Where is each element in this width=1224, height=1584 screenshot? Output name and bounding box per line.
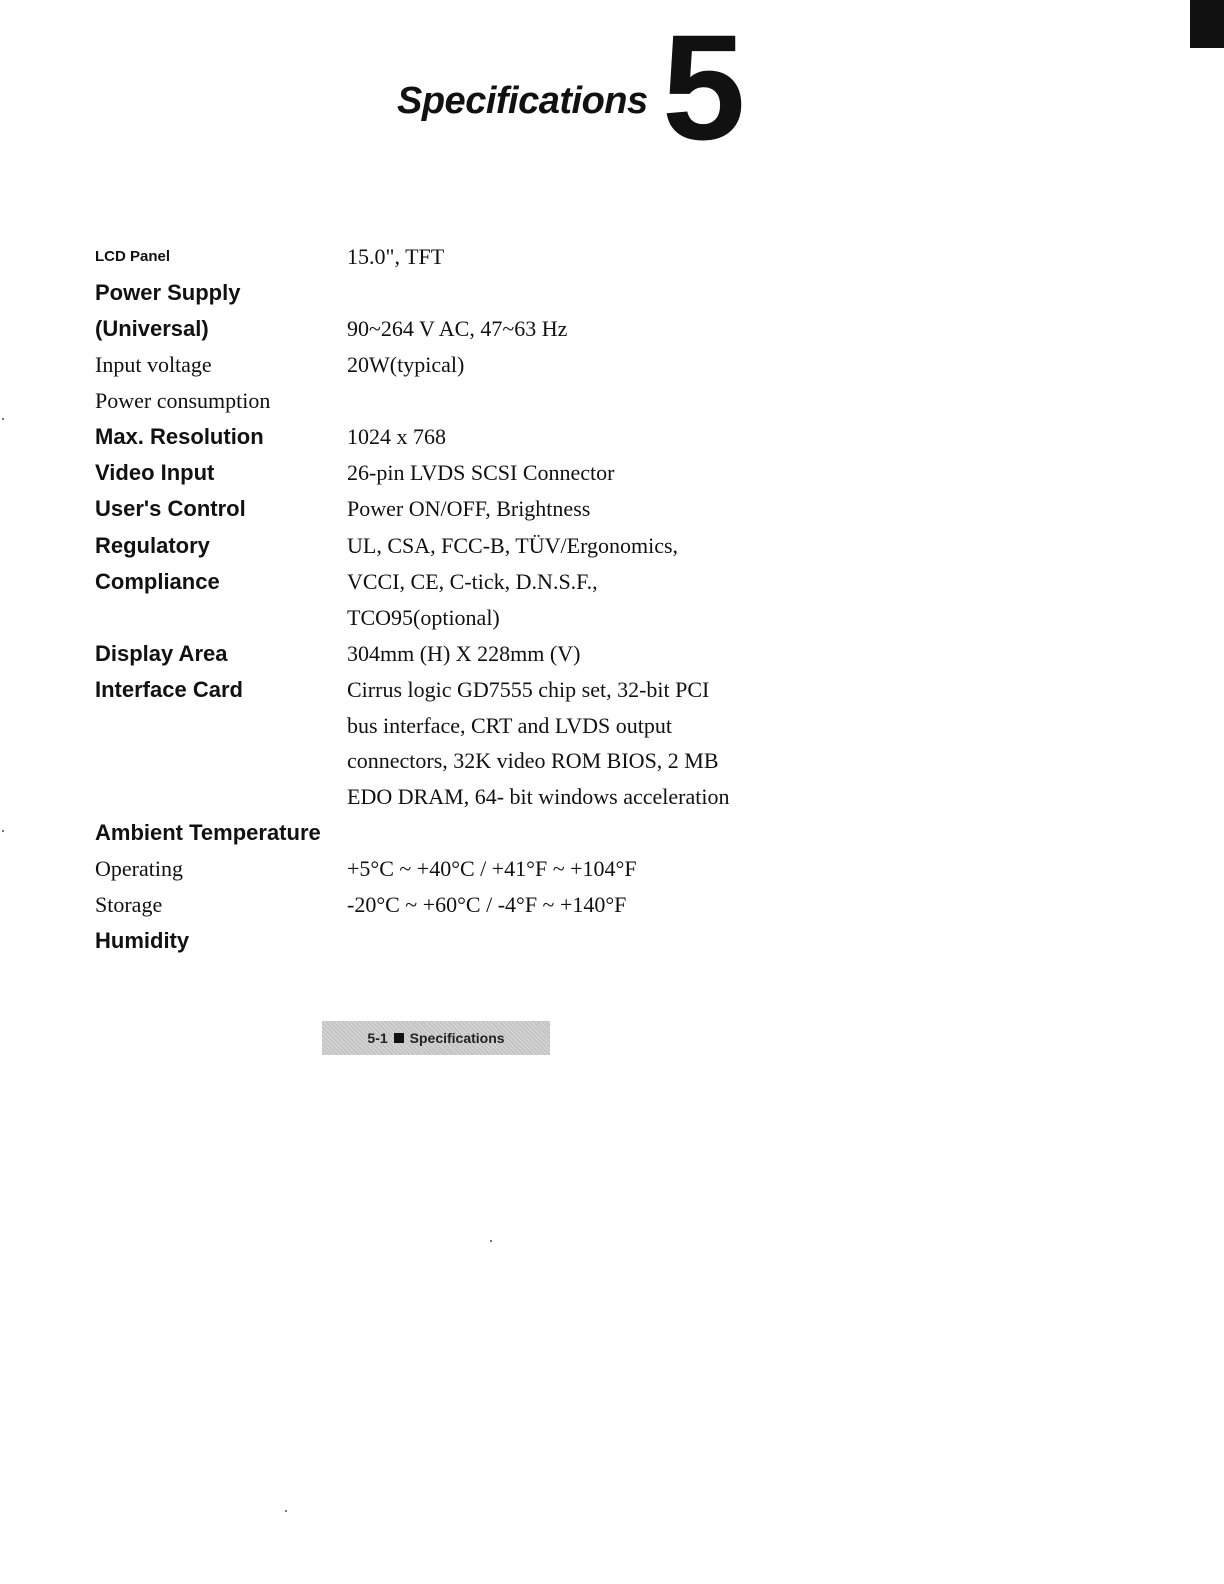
spec-value: 15.0", TFT	[347, 244, 445, 269]
spec-label: Humidity	[95, 928, 190, 953]
page-footer-tag	[322, 1021, 550, 1055]
spec-value: 20W(typical)	[347, 352, 465, 377]
spec-label: LCD Panel	[95, 248, 171, 265]
spec-row	[0, 672, 1224, 708]
spec-label: (Universal)	[95, 316, 209, 341]
spec-row	[0, 743, 1224, 779]
spec-value: 26-pin LVDS SCSI Connector	[347, 460, 615, 485]
chapter-edge-tab	[1190, 0, 1224, 48]
spec-row	[0, 491, 1224, 527]
spec-label: Storage	[95, 892, 163, 917]
spec-label: User's Control	[95, 496, 246, 521]
spec-row	[0, 347, 1224, 383]
page-number: 5-1	[367, 1030, 388, 1046]
scan-speck	[2, 418, 4, 420]
square-bullet-icon	[394, 1033, 404, 1043]
scan-speck	[2, 830, 4, 832]
spec-row	[0, 455, 1224, 491]
spec-value: Cirrus logic GD7555 chip set, 32-bit PCI	[347, 677, 710, 702]
spec-label: Input voltage	[95, 352, 212, 377]
footer-section-title: Specifications	[409, 1030, 505, 1046]
spec-row	[0, 528, 1224, 564]
spec-label: Ambient Temperature	[95, 820, 321, 845]
scan-speck	[285, 1510, 287, 1512]
spec-value: UL, CSA, FCC-B, TÜV/Ergonomics,	[347, 533, 679, 558]
spec-row	[0, 887, 1224, 923]
spec-value: bus interface, CRT and LVDS output	[347, 713, 672, 738]
spec-label: Interface Card	[95, 677, 243, 702]
spec-value: VCCI, CE, C-tick, D.N.S.F.,	[347, 569, 598, 594]
spec-label: Max. Resolution	[95, 424, 264, 449]
spec-label: Power Supply	[95, 280, 241, 305]
spec-row	[0, 275, 1224, 311]
spec-label: Regulatory	[95, 533, 210, 558]
spec-row	[0, 600, 1224, 636]
spec-label: Operating	[95, 856, 183, 881]
spec-row	[0, 923, 1224, 959]
spec-label: Video Input	[95, 460, 215, 485]
spec-value: 90~264 V AC, 47~63 Hz	[347, 316, 568, 341]
spec-value: 1024 x 768	[347, 424, 446, 449]
chapter-number: 5	[662, 3, 746, 171]
spec-value: EDO DRAM, 64- bit windows acceleration	[347, 784, 730, 809]
spec-row	[0, 779, 1224, 815]
spec-label: Display Area	[95, 641, 228, 666]
spec-row	[0, 815, 1224, 851]
spec-row	[0, 636, 1224, 672]
spec-row	[0, 311, 1224, 347]
spec-value: connectors, 32K video ROM BIOS, 2 MB	[347, 748, 719, 773]
spec-row	[0, 564, 1224, 600]
spec-value: TCO95(optional)	[347, 605, 500, 630]
spec-row	[0, 239, 1224, 275]
spec-value: Power ON/OFF, Brightness	[347, 496, 591, 521]
spec-row	[0, 708, 1224, 744]
spec-value: +5°C ~ +40°C / +41°F ~ +104°F	[347, 856, 637, 881]
scan-speck	[490, 1240, 492, 1242]
spec-label: Compliance	[95, 569, 220, 594]
spec-value: 304mm (H) X 228mm (V)	[347, 641, 581, 666]
chapter-title: Specifications	[397, 80, 648, 122]
spec-label: Power consumption	[95, 388, 271, 413]
spec-value: -20°C ~ +60°C / -4°F ~ +140°F	[347, 892, 627, 917]
spec-row	[0, 383, 1224, 419]
spec-row	[0, 419, 1224, 455]
spec-row	[0, 851, 1224, 887]
